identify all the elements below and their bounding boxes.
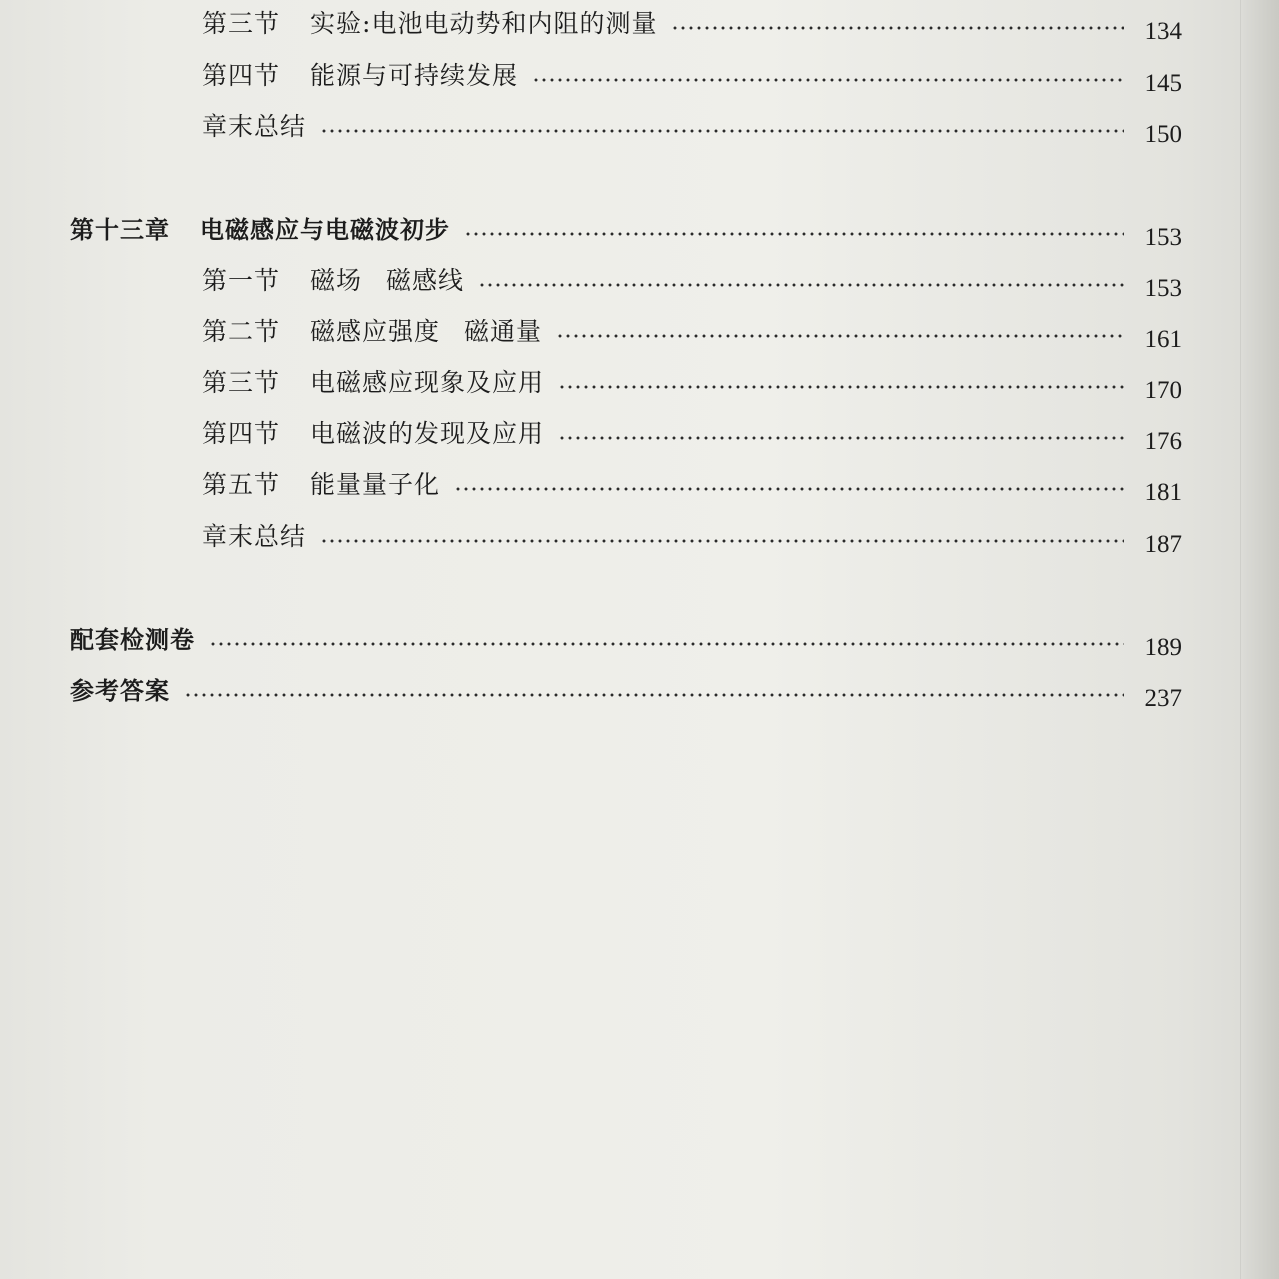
toc-row-section-1-magnetic-field (202, 257, 1182, 302)
toc-page-number: 153 (1144, 224, 1182, 251)
toc-row-section-3-induction (202, 359, 1182, 404)
dot-leader (671, 26, 1124, 30)
dot-leader (320, 129, 1124, 133)
toc-row-answers (70, 667, 1182, 712)
toc-row-section-5-quantization (202, 461, 1182, 506)
toc-row-chapter-13 (70, 206, 1182, 251)
toc-page-number: 176 (1144, 428, 1182, 455)
toc-entry-label: 第五节 能量量子化 (202, 470, 441, 499)
toc-row-test-papers (70, 616, 1182, 661)
page-edge-shadow (1240, 0, 1279, 1279)
toc-entry-label: 章末总结 (202, 112, 307, 141)
toc-page-number: 150 (1144, 121, 1182, 148)
toc-row-section-4-energy (202, 52, 1182, 97)
toc-row-section-4-em-waves (202, 410, 1182, 455)
toc-page-number: 189 (1144, 634, 1182, 661)
toc-entry-label: 章末总结 (202, 522, 307, 551)
toc-entry-label: 第一节 磁场 磁感线 (202, 266, 465, 295)
toc-page-number: 153 (1144, 275, 1182, 302)
toc-page-number: 237 (1144, 685, 1182, 712)
toc-entry-label: 第三节 实验:电池电动势和内阻的测量 (202, 9, 658, 38)
dot-leader (454, 487, 1124, 491)
toc-page-number: 170 (1144, 377, 1182, 404)
toc-entry-label: 配套检测卷 (70, 626, 195, 654)
toc-chapter-label: 第十三章 电磁感应与电磁波初步 (70, 216, 450, 244)
dot-leader (209, 642, 1124, 646)
dot-leader (464, 232, 1124, 236)
dot-leader (184, 693, 1124, 697)
toc-page-number: 145 (1144, 70, 1182, 97)
dot-leader (320, 539, 1124, 543)
toc-row-section-2-flux (202, 308, 1182, 353)
toc-row-chapter-summary (202, 103, 1182, 148)
toc-entry-label: 第二节 磁感应强度 磁通量 (202, 317, 543, 346)
toc-entry-label: 第三节 电磁感应现象及应用 (202, 368, 545, 397)
toc-page-number: 187 (1144, 531, 1182, 558)
dot-leader (558, 436, 1124, 440)
dot-leader (532, 78, 1124, 82)
toc-entry-label: 第四节 能源与可持续发展 (202, 61, 519, 90)
dot-leader (556, 334, 1124, 338)
toc-page-number: 161 (1144, 326, 1182, 353)
dot-leader (478, 283, 1124, 287)
toc-page-number: 181 (1144, 479, 1182, 506)
toc-row-chapter-summary-2 (202, 513, 1182, 558)
toc-entry-label: 参考答案 (70, 677, 170, 705)
toc-row-section-3-experiment (202, 0, 1182, 45)
dot-leader (558, 385, 1124, 389)
toc-page-number: 134 (1144, 18, 1182, 45)
toc-entry-label: 第四节 电磁波的发现及应用 (202, 419, 545, 448)
